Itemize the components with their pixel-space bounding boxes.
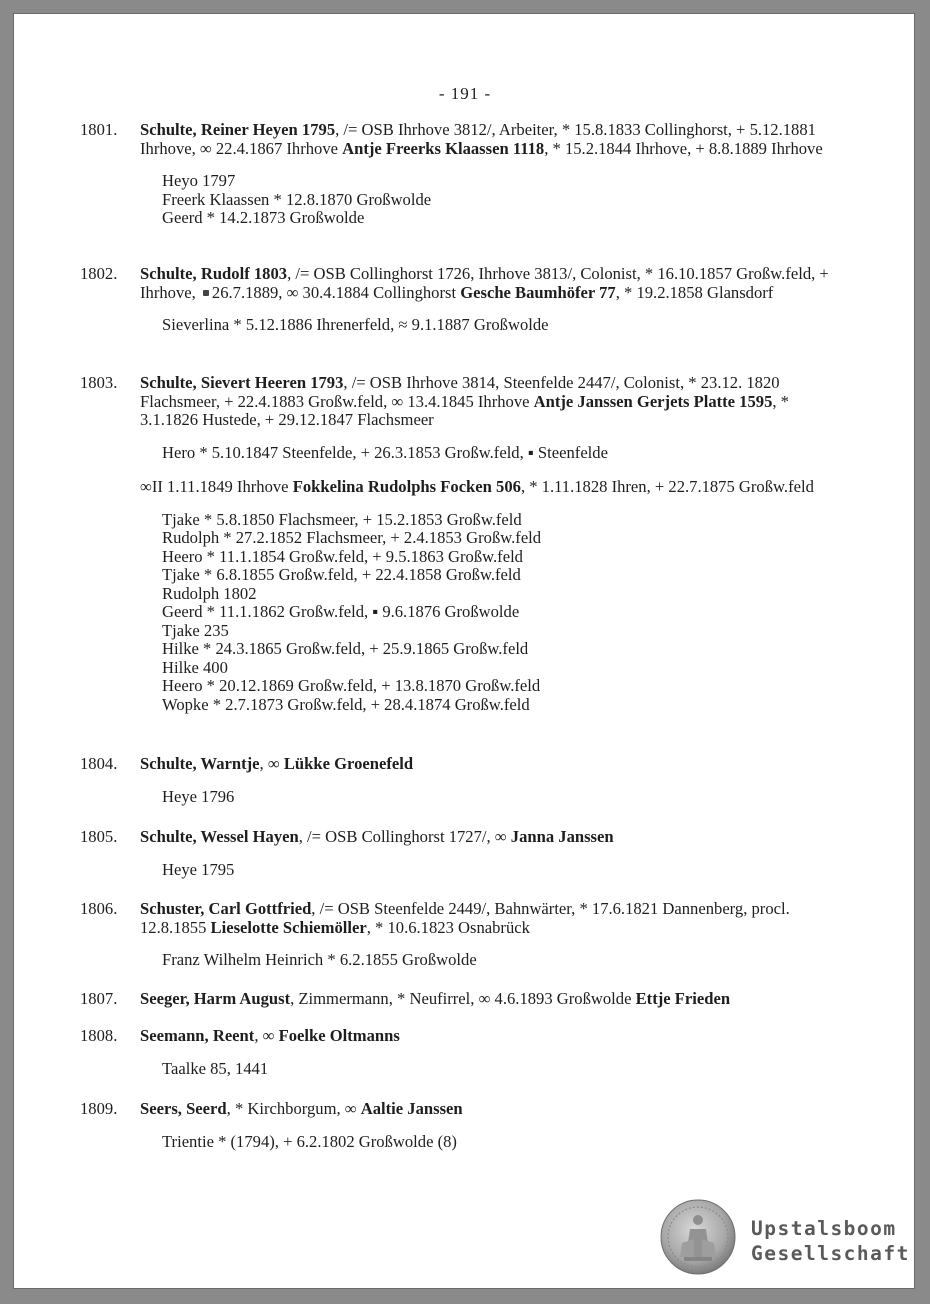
child-line: Hilke 400 bbox=[162, 657, 228, 677]
text-run: , * 3.1.1826 Hustede, + 29.12.1847 Flachsmeer bbox=[140, 391, 789, 429]
entry-text bbox=[140, 1100, 850, 1119]
children-list bbox=[162, 1060, 850, 1079]
child-line: Trientie * (1794), + 6.2.1802 Großwolde (8) bbox=[162, 1131, 457, 1151]
entry-text bbox=[140, 121, 850, 158]
entry-number: 1804. bbox=[80, 754, 118, 773]
text-run: , Zimmermann, * Neufirrel, ∞ 4.6.1893 Großwolde bbox=[290, 989, 636, 1008]
person-name: Seers, Seerd bbox=[140, 1099, 227, 1118]
brand-line-2: Gesellschaft bbox=[751, 1242, 910, 1265]
entry-1806 bbox=[80, 900, 850, 970]
text-run: , ∞ bbox=[259, 754, 284, 773]
children-list bbox=[162, 444, 850, 463]
person-name: Fokkelina Rudolphs Focken 506 bbox=[292, 477, 521, 496]
person-name: Lükke Groenefeld bbox=[283, 754, 414, 773]
child-line: Tjake * 6.8.1855 Großw.feld, + 22.4.1858 Großw.feld bbox=[162, 565, 521, 584]
entry-1804 bbox=[80, 755, 850, 806]
brand-wordmark bbox=[751, 1216, 910, 1266]
child-line: Wopke * 2.7.1873 Großw.feld, + 28.4.1874 Großw.feld bbox=[162, 694, 530, 714]
brand-line-1: Upstalsboom bbox=[751, 1217, 897, 1240]
person-name: Schulte, Sievert Heeren 1793 bbox=[140, 373, 344, 392]
person-name: Lieselotte Schiemöller bbox=[210, 917, 367, 937]
child-line: Heyo 1797 bbox=[162, 171, 236, 190]
children-list bbox=[162, 861, 850, 880]
text-run: , * 15.2.1844 Ihrhove, + 8.8.1889 Ihrhove bbox=[544, 138, 823, 158]
text-run: , /= OSB Ihrhove 3814, Steenfelde 2447/, Colonist, * 23.12. 1820 Flachsmeer, + 22.4.1883 Großw.feld, ∞ 13.4.1845 Ihrhove bbox=[140, 373, 780, 411]
children-list bbox=[162, 1133, 850, 1152]
page-number: - 191 - bbox=[438, 84, 492, 103]
child-line: Rudolph * 27.2.1852 Flachsmeer, + 2.4.1853 Großw.feld bbox=[162, 528, 542, 547]
entry-number: 1809. bbox=[80, 1099, 118, 1118]
person-name: Antje Freerks Klaassen 1118 bbox=[342, 138, 545, 158]
entry-number: 1803. bbox=[80, 373, 118, 392]
child-line: Geerd * 11.1.1862 Großw.feld, ▪ 9.6.1876 Großwolde bbox=[162, 602, 520, 621]
children-list bbox=[162, 788, 850, 807]
text-run: , * Kirchborgum, ∞ bbox=[226, 1099, 361, 1118]
entry-1808 bbox=[80, 1027, 850, 1078]
entry-number: 1806. bbox=[80, 899, 118, 918]
marriage-text bbox=[140, 478, 850, 497]
person-name: Seeger, Harm August bbox=[140, 989, 291, 1008]
child-line: Tjake 235 bbox=[162, 620, 229, 640]
person-name: Schulte, Rudolf 1803 bbox=[140, 264, 288, 283]
child-line: Freerk Klaassen * 12.8.1870 Großwolde bbox=[162, 189, 432, 209]
entry-text bbox=[140, 990, 850, 1009]
text-run: , * 10.6.1823 Osnabrück bbox=[366, 917, 530, 937]
children-list bbox=[162, 172, 850, 228]
person-name: Schuster, Carl Gottfried bbox=[140, 899, 312, 918]
entry-1805 bbox=[80, 828, 850, 879]
person-name: Foelke Oltmanns bbox=[278, 1026, 400, 1045]
entry-1801 bbox=[80, 121, 850, 228]
entry-text bbox=[140, 828, 850, 847]
children-list bbox=[162, 511, 850, 715]
person-name: Ettje Frieden bbox=[635, 989, 731, 1008]
text-run: , /= OSB Collinghorst 1727/, ∞ bbox=[298, 827, 511, 846]
entry-text bbox=[140, 755, 850, 774]
child-line: Franz Wilhelm Heinrich * 6.2.1855 Großwolde bbox=[162, 950, 477, 969]
text-run: , * 1.11.1828 Ihren, + 22.7.1875 Großw.feld bbox=[520, 477, 814, 496]
children-list bbox=[162, 951, 850, 970]
child-line: Heero * 11.1.1854 Großw.feld, + 9.5.1863 Großw.feld bbox=[162, 546, 523, 566]
entry-number: 1808. bbox=[80, 1026, 118, 1045]
burial-square-icon bbox=[203, 290, 209, 296]
person-name: Aaltie Janssen bbox=[360, 1099, 463, 1118]
child-line: Heye 1796 bbox=[162, 786, 235, 806]
text-run: , /= OSB Steenfelde 2449/, Bahnwärter, * 17.6.1821 Dannenberg, procl. 12.8.1855 bbox=[140, 899, 790, 937]
entry-1803 bbox=[80, 374, 850, 714]
person-name: Seemann, Reent bbox=[140, 1026, 255, 1045]
person-name: Schulte, Reiner Heyen 1795 bbox=[140, 120, 336, 139]
entry-1809 bbox=[80, 1100, 850, 1151]
second-marriage bbox=[140, 478, 850, 714]
child-line: Heye 1795 bbox=[162, 859, 235, 879]
entry-text bbox=[140, 900, 850, 937]
entry-1802 bbox=[80, 265, 850, 335]
text-run: , /= OSB Ihrhove 3812/, Arbeiter, * 15.8.1833 Collinghorst, + 5.12.1881 Ihrhove, ∞ 22.4.1867 Ihrhove bbox=[140, 120, 816, 158]
text-run: , * 19.2.1858 Glansdorf bbox=[615, 282, 774, 302]
children-list bbox=[162, 316, 850, 335]
child-line: Heero * 20.12.1869 Großw.feld, + 13.8.1870 Großw.feld bbox=[162, 676, 541, 695]
text-run: 26.7.1889, ∞ 30.4.1884 Collinghorst bbox=[211, 282, 461, 302]
child-line: Sieverlina * 5.12.1886 Ihrenerfeld, ≈ 9.1.1887 Großwolde bbox=[162, 315, 549, 334]
entry-1807 bbox=[80, 990, 850, 1009]
text-run: , /= OSB Collinghorst 1726, Ihrhove 3813/, Colonist, * 16.10.1857 Großw.feld, + Ihrhove, bbox=[140, 264, 829, 302]
society-seal-icon bbox=[660, 1199, 736, 1275]
child-line: Hilke * 24.3.1865 Großw.feld, + 25.9.1865 Großw.feld bbox=[162, 639, 529, 658]
person-name: Janna Janssen bbox=[510, 827, 614, 846]
person-name: Schulte, Warntje bbox=[140, 754, 260, 773]
entry-number: 1802. bbox=[80, 264, 118, 283]
text-run: ∞II 1.11.1849 Ihrhove bbox=[140, 477, 293, 496]
child-line: Hero * 5.10.1847 Steenfelde, + 26.3.1853 Großw.feld, ▪ Steenfelde bbox=[162, 442, 608, 462]
entry-number: 1801. bbox=[80, 120, 118, 139]
child-line: Tjake * 5.8.1850 Flachsmeer, + 15.2.1853 Großw.feld bbox=[162, 509, 522, 529]
entry-text bbox=[140, 265, 850, 302]
person-name: Antje Janssen Gerjets Platte 1595 bbox=[533, 391, 773, 411]
child-line: Taalke 85, 1441 bbox=[162, 1058, 269, 1078]
child-line: Geerd * 14.2.1873 Großwolde bbox=[162, 208, 365, 227]
person-name: Gesche Baumhöfer 77 bbox=[460, 282, 616, 302]
person-name: Schulte, Wessel Hayen bbox=[140, 827, 299, 846]
entry-text bbox=[140, 374, 850, 430]
entry-text bbox=[140, 1027, 850, 1046]
child-line: Rudolph 1802 bbox=[162, 583, 257, 603]
entry-number: 1807. bbox=[80, 989, 118, 1008]
entry-number: 1805. bbox=[80, 827, 118, 846]
text-run: , ∞ bbox=[254, 1026, 279, 1045]
